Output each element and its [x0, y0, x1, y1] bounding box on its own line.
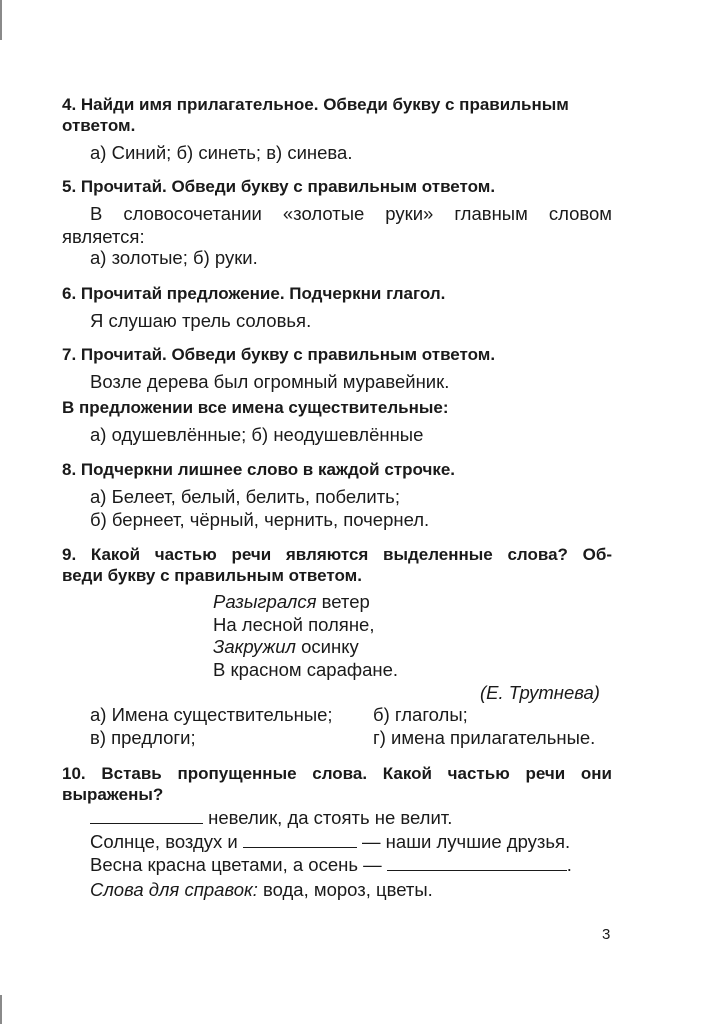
task-8-heading: 8. Подчеркни лишнее слово в каждой строчке.	[62, 460, 456, 479]
task-10-heading-line-2: выражены?	[62, 785, 164, 804]
task-10-proverb-3: Весна красна цветами, а осень — .	[90, 854, 572, 875]
task-9-author: (Е. Трутнева)	[480, 682, 600, 703]
task-4-options: а) Синий; б) синеть; в) синева.	[90, 142, 353, 163]
task-9-option-c: в) предлоги;	[90, 727, 196, 748]
task-4-heading-line-2: ответом.	[62, 116, 136, 135]
task-9-option-a: а) Имена существительные;	[90, 704, 333, 725]
task-6-sentence: Я слушаю трель соловья.	[90, 310, 312, 331]
task-10-proverb-1: невелик, да стоять не велит.	[90, 807, 452, 829]
task-9-option-b: б) глаголы;	[373, 704, 468, 725]
task-9-heading-line-1: 9. Какой частью речи являются выделенные слова? Об-	[62, 545, 612, 564]
task-9-poem-line-4: В красном сарафане.	[213, 659, 399, 680]
page-number: 3	[602, 926, 611, 943]
task-10-proverb-2: Солнце, воздух и — наши лучшие друзья.	[90, 831, 571, 852]
task-6-heading: 6. Прочитай предложение. Подчеркни глагол.	[62, 284, 446, 303]
task-9-poem-line-3: Закружил осинку	[213, 636, 359, 657]
task-10-heading-line-1: 10. Вставь пропущенные слова. Какой частью речи они	[62, 764, 612, 783]
task-5-text-line-1: В словосочетании «золотые руки» главным словом	[90, 203, 612, 224]
task-4-heading-line-1: 4. Найди имя прилагательное. Обведи букву с правильным	[62, 95, 569, 114]
task-8-line-a: а) Белеет, белый, белить, побелить;	[90, 486, 400, 507]
task-7-sentence: Возле дерева был огромный муравейник.	[90, 371, 450, 392]
poem-highlight-word-1: Разыгрался	[213, 591, 317, 612]
page-edge-top-line	[0, 0, 2, 40]
answer-blank-1[interactable]	[90, 807, 203, 824]
task-8-line-b: б) бернеет, чёрный, чернить, почернел.	[90, 509, 430, 530]
page-edge-bottom-line	[0, 995, 2, 1024]
poem-highlight-word-2: Закружил	[213, 636, 296, 657]
task-5-text-line-2: является:	[62, 226, 145, 247]
task-9-poem-line-1: Разыгрался ветер	[213, 591, 370, 612]
task-7-subheading: В предложении все имена существительные:	[62, 398, 449, 417]
reference-label: Слова для справок:	[90, 879, 258, 900]
task-9-option-d: г) имена прилагательные.	[373, 727, 596, 748]
task-10-reference-words: Слова для справок: вода, мороз, цветы.	[90, 879, 433, 900]
task-7-heading: 7. Прочитай. Обведи букву с правильным ответом.	[62, 345, 496, 364]
task-9-heading-line-2: веди букву с правильным ответом.	[62, 566, 362, 585]
task-5-heading: 5. Прочитай. Обведи букву с правильным ответом.	[62, 177, 496, 196]
task-7-options: а) одушевлённые; б) неодушевлённые	[90, 424, 424, 445]
answer-blank-2[interactable]	[243, 831, 357, 848]
answer-blank-3[interactable]	[387, 854, 567, 871]
task-9-poem-line-2: На лесной поляне,	[213, 614, 375, 635]
task-5-options: а) золотые; б) руки.	[90, 247, 258, 268]
